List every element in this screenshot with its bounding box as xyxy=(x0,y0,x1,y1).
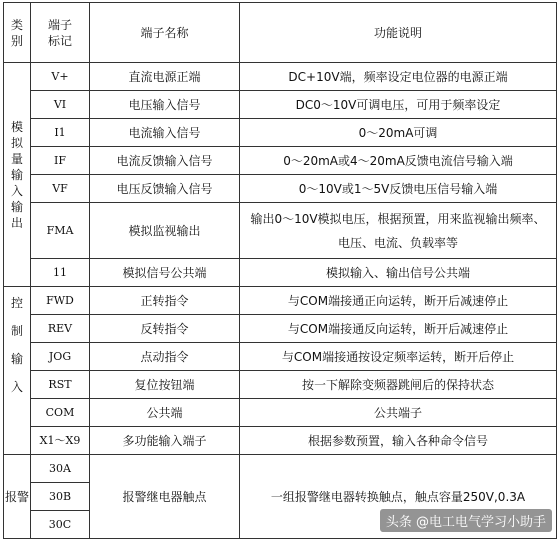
terminal-desc: 与COM端接通正向运转，断开后减速停止 xyxy=(240,287,557,315)
table-row xyxy=(4,371,557,399)
terminal-name: 电压反馈输入信号 xyxy=(90,175,240,203)
terminal-code: VI xyxy=(31,91,90,119)
terminal-name: 复位按钮端 xyxy=(90,371,240,399)
terminal-desc: 一组报警继电器转换触点，触点容量250V,0.3A xyxy=(240,455,557,539)
table-header-row xyxy=(4,3,557,63)
terminal-name: 多功能输入端子 xyxy=(90,427,240,455)
group-analog: 模拟量输入输出 xyxy=(4,63,31,287)
terminal-desc: 与COM端接通反向运转，断开后减速停止 xyxy=(240,315,557,343)
terminal-code: FMA xyxy=(31,203,90,259)
terminal-code: 30C xyxy=(31,511,90,539)
terminal-code: COM xyxy=(31,399,90,427)
table-row xyxy=(4,427,557,455)
terminal-name: 公共端 xyxy=(90,399,240,427)
terminal-table xyxy=(3,2,557,539)
table-row xyxy=(4,259,557,287)
table-row xyxy=(4,175,557,203)
terminal-name: 模拟信号公共端 xyxy=(90,259,240,287)
table-row xyxy=(4,63,557,91)
group-alarm: 报警 xyxy=(4,455,31,539)
header-category: 类别 xyxy=(4,3,31,63)
terminal-name: 点动指令 xyxy=(90,343,240,371)
terminal-name: 电流反馈输入信号 xyxy=(90,147,240,175)
terminal-code: X1～X9 xyxy=(31,427,90,455)
terminal-name: 电流输入信号 xyxy=(90,119,240,147)
table-row xyxy=(4,343,557,371)
table-row xyxy=(4,119,557,147)
terminal-code: REV xyxy=(31,315,90,343)
terminal-name: 正转指令 xyxy=(90,287,240,315)
terminal-name: 直流电源正端 xyxy=(90,63,240,91)
terminal-code: 30B xyxy=(31,483,90,511)
terminal-desc: 公共端子 xyxy=(240,399,557,427)
header-code: 端子标记 xyxy=(31,3,90,63)
terminal-code: VF xyxy=(31,175,90,203)
terminal-name: 电压输入信号 xyxy=(90,91,240,119)
watermark: 头条 @电工电气学习小助手 xyxy=(380,509,552,532)
terminal-code: 30A xyxy=(31,455,90,483)
terminal-code: 11 xyxy=(31,259,90,287)
terminal-desc: 0～20mA可调 xyxy=(240,119,557,147)
terminal-desc: DC+10V端，频率设定电位器的电源正端 xyxy=(240,63,557,91)
table-row xyxy=(4,399,557,427)
terminal-code: V+ xyxy=(31,63,90,91)
terminal-name: 反转指令 xyxy=(90,315,240,343)
terminal-desc: 输出0～10V模拟电压，根据预置，用来监视输出频率、电压、电流、负载率等 xyxy=(240,203,557,259)
header-name: 端子名称 xyxy=(90,3,240,63)
terminal-code: FWD xyxy=(31,287,90,315)
terminal-desc: 按一下解除变频器跳闸后的保持状态 xyxy=(240,371,557,399)
table-row xyxy=(4,147,557,175)
terminal-name: 报警继电器触点 xyxy=(90,455,240,539)
table-row xyxy=(4,287,557,315)
group-control: 控制输入 xyxy=(4,287,31,455)
table-row xyxy=(4,455,557,483)
terminal-desc: 0～10V或1～5V反馈电压信号输入端 xyxy=(240,175,557,203)
terminal-desc: 0～20mA或4～20mA反馈电流信号输入端 xyxy=(240,147,557,175)
terminal-desc: 模拟输入、输出信号公共端 xyxy=(240,259,557,287)
table-row xyxy=(4,315,557,343)
header-function: 功能说明 xyxy=(240,3,557,63)
table-row xyxy=(4,91,557,119)
terminal-code: I1 xyxy=(31,119,90,147)
terminal-code: JOG xyxy=(31,343,90,371)
terminal-desc: 与COM端接通按设定频率运转，断开后停止 xyxy=(240,343,557,371)
terminal-code: IF xyxy=(31,147,90,175)
table-row xyxy=(4,203,557,259)
terminal-name: 模拟监视输出 xyxy=(90,203,240,259)
terminal-desc: 根据参数预置，输入各种命令信号 xyxy=(240,427,557,455)
terminal-code: RST xyxy=(31,371,90,399)
terminal-desc: DC0～10V可调电压，可用于频率设定 xyxy=(240,91,557,119)
